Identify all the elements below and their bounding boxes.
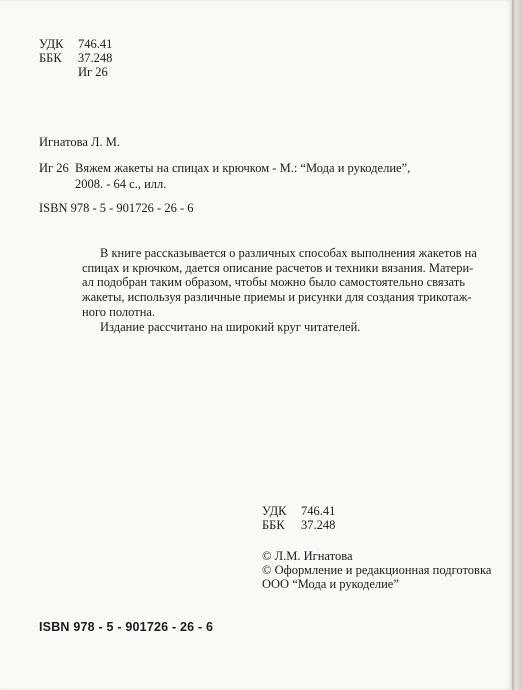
bbk-label: ББК [39,51,62,65]
classification-top [39,37,112,79]
author-mark: Иг 26 [78,65,108,79]
bbk-value: 37.248 [301,518,336,532]
copyright-design: © Оформление и редакционная подготовка [262,563,492,577]
udk-label: УДК [39,37,64,51]
udk-label: УДК [262,504,287,518]
copyright-block [262,549,491,591]
annotation-line: спицах и крючком, дается описание расчетов и техники вязания. Матери- [82,260,474,275]
author-heading: Игнатова Л. М. [39,135,120,149]
page-edge [512,0,522,690]
entry-title-line: Вяжем жакеты на спицах и крючком - М.: “Мода и рукоделие”, [75,161,411,175]
bibliographic-entry [39,161,410,191]
isbn-bottom: ISBN 978 - 5 - 901726 - 26 - 6 [39,620,214,634]
annotation [82,246,477,334]
isbn-top: ISBN 978 - 5 - 901726 - 26 - 6 [39,201,194,215]
copyright-author: © Л.М. Игнатова [262,549,353,563]
annotation-line: жакеты, используя различные приемы и рисунки для создания трикотаж- [82,290,472,305]
udk-value: 746.41 [301,504,336,518]
annotation-line: Издание рассчитано на широкий круг читателей. [100,319,361,334]
annotation-line: ал подобран таким образом, чтобы можно было самостоятельно связать [82,275,465,290]
annotation-line: ного полотна. [82,304,156,319]
entry-imprint-line: 2008. - 64 с., илл. [75,177,167,191]
bbk-label: ББК [262,518,285,532]
annotation-line: В книге рассказывается о различных способах выполнения жакетов на [100,246,477,260]
bbk-value: 37.248 [78,51,113,65]
entry-mark: Иг 26 [39,161,69,175]
udk-value: 746.41 [78,37,113,51]
copyright-publisher: ООО “Мода и рукоделие” [262,577,399,591]
classification-bottom [262,504,335,532]
